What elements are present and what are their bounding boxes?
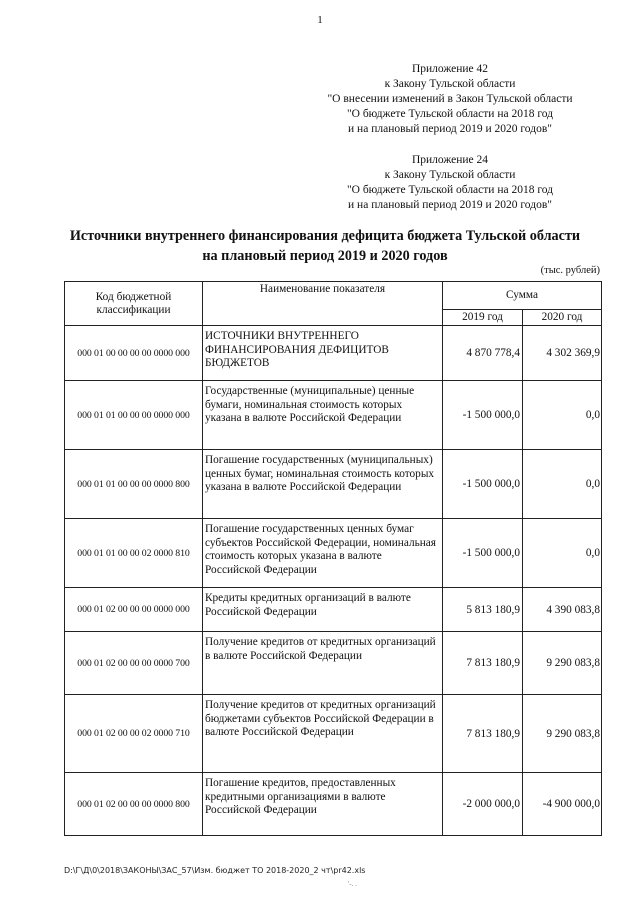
title-line-1: Источники внутреннего финансирования дефицита бюджета Тульской области [69, 228, 581, 244]
table-row [65, 326, 602, 381]
row-value-2020: 4 390 083,8 [523, 588, 602, 632]
table-row [65, 519, 602, 588]
row-value-2019: 7 813 180,9 [443, 695, 523, 773]
row-value-2019: -1 500 000,0 [443, 519, 523, 588]
table-header-row [65, 282, 602, 310]
financing-sources-table [64, 281, 602, 836]
row-value-2019: -2 000 000,0 [443, 773, 523, 836]
row-name: Получение кредитов от кредитных организаций в валюте Российской Федерации [203, 632, 443, 695]
table-row [65, 632, 602, 695]
header-sum: Сумма [443, 282, 602, 310]
row-code: 000 01 00 00 00 00 0000 000 [65, 326, 203, 381]
table-row [65, 450, 602, 519]
footer-mark: '-. . [348, 880, 357, 888]
appendix-24-line: "О бюджете Тульской области на 2018 год [346, 184, 554, 196]
appendix-24-line: Приложение 24 [411, 154, 489, 166]
page-number: 1 [317, 14, 323, 26]
row-value-2020: 0,0 [523, 381, 602, 450]
row-value-2020: 9 290 083,8 [523, 695, 602, 773]
appendix-42-line: и на плановый период 2019 и 2020 годов" [348, 123, 552, 135]
table-row [65, 695, 602, 773]
row-name: Погашение кредитов, предоставленных кредитными организациями в валюте Российской Федерации [203, 773, 443, 836]
table-row [65, 381, 602, 450]
row-value-2019: -1 500 000,0 [443, 381, 523, 450]
appendix-42-line: к Закону Тульской области [384, 78, 516, 90]
header-year-2020: 2020 год [523, 310, 602, 326]
row-value-2020: 0,0 [523, 450, 602, 519]
appendix-42-line: Приложение 42 [411, 63, 489, 75]
row-name: Получение кредитов от кредитных организаций бюджетами субъектов Российской Федерации в валюте Российской Федерации [203, 695, 443, 773]
row-value-2020: 9 290 083,8 [523, 632, 602, 695]
row-code: 000 01 01 00 00 00 0000 000 [65, 381, 203, 450]
row-name: Государственные (муниципальные) ценные бумаги, номинальная стоимость которых указана в валюте Российской Федерации [203, 381, 443, 450]
row-name: ИСТОЧНИКИ ВНУТРЕННЕГО ФИНАНСИРОВАНИЯ ДЕФИЦИТОВ БЮДЖЕТОВ [203, 326, 443, 381]
header-code-line-2: классификации [96, 303, 171, 316]
row-value-2020: 0,0 [523, 519, 602, 588]
appendix-24-line: и на плановый период 2019 и 2020 годов" [348, 199, 552, 211]
header-code-line-1: Код бюджетной [95, 290, 172, 303]
row-value-2020: 4 302 369,9 [523, 326, 602, 381]
row-value-2019: 4 870 778,4 [443, 326, 523, 381]
row-code: 000 01 01 00 00 02 0000 810 [65, 519, 203, 588]
row-value-2019: 7 813 180,9 [443, 632, 523, 695]
title-line-2: на плановый период 2019 и 2020 годов [202, 248, 448, 264]
appendix-42-line: "О бюджете Тульской области на 2018 год [346, 108, 554, 120]
table-row [65, 773, 602, 836]
appendix-42-line: "О внесении изменений в Закон Тульской области [327, 93, 573, 105]
row-name: Погашение государственных (муниципальных) ценных бумаг, номинальная стоимость которых указана в валюте Российской Федерации [203, 450, 443, 519]
units-label: (тыс. рублей) [540, 265, 600, 276]
header-year-2019: 2019 год [443, 310, 523, 326]
row-code: 000 01 02 00 00 02 0000 710 [65, 695, 203, 773]
document-title [40, 226, 610, 266]
header-name: Наименование показателя [203, 282, 443, 326]
row-code: 000 01 01 00 00 00 0000 800 [65, 450, 203, 519]
row-name: Погашение государственных ценных бумаг субъектов Российской Федерации, номинальная стоимость которых указана в валюте Российской Федерации [203, 519, 443, 588]
file-path-footer: D:\Г\Д\0\2018\ЗАКОНЫ\ЗАС_57\Изм. бюджет ТО 2018-2020_2 чт\pr42.xls [64, 866, 366, 875]
row-code: 000 01 02 00 00 00 0000 000 [65, 588, 203, 632]
row-value-2019: 5 813 180,9 [443, 588, 523, 632]
appendix-24-header [280, 153, 620, 213]
header-code [65, 282, 203, 326]
row-value-2020: -4 900 000,0 [523, 773, 602, 836]
appendix-42-header [280, 62, 620, 137]
row-name: Кредиты кредитных организаций в валюте Российской Федерации [203, 588, 443, 632]
appendix-24-line: к Закону Тульской области [384, 169, 516, 181]
row-code: 000 01 02 00 00 00 0000 800 [65, 773, 203, 836]
table-row [65, 588, 602, 632]
row-code: 000 01 02 00 00 00 0000 700 [65, 632, 203, 695]
row-value-2019: -1 500 000,0 [443, 450, 523, 519]
